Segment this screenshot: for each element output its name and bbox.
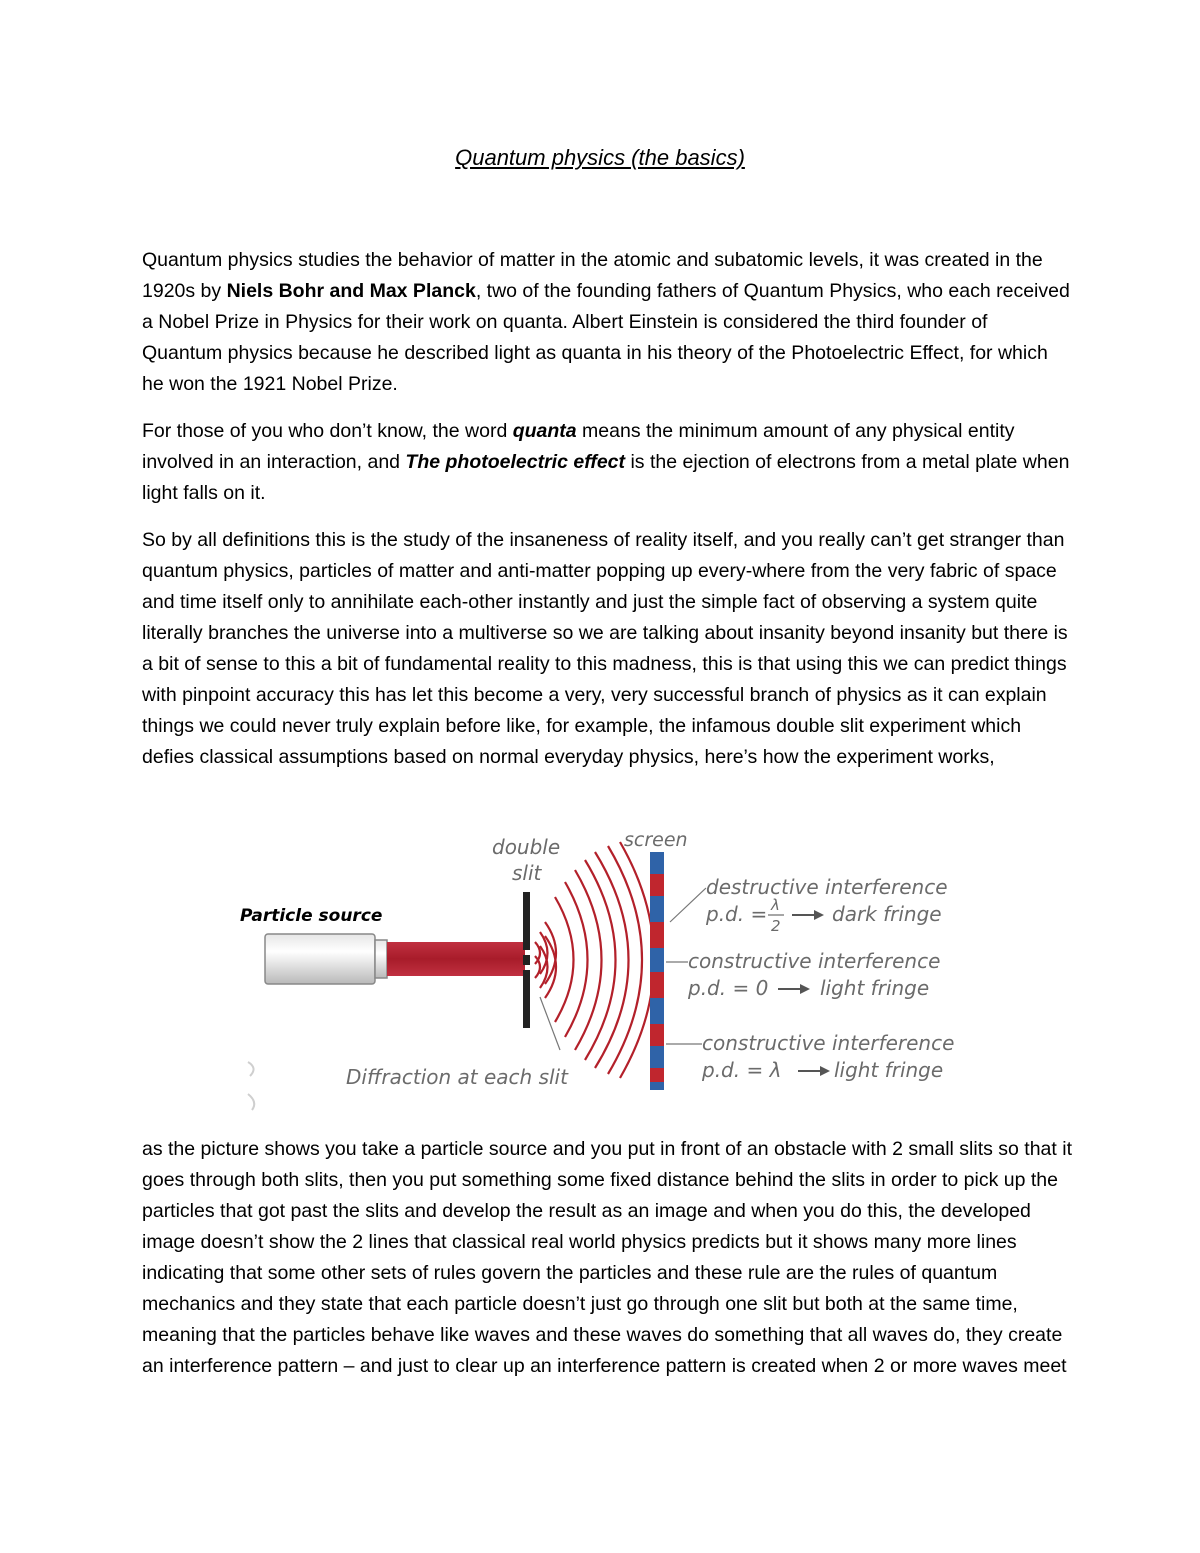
- detector-screen: [650, 852, 664, 1090]
- double-slit-barrier: [523, 892, 530, 1028]
- paragraph-intro-text-1: Quantum physics studies the behavior of matter in the atomic and subatomic levels, it was created in the 1920s by: [142, 249, 1043, 302]
- decorative-mark: [248, 1062, 254, 1110]
- paragraph-insanity: So by all definitions this is the study of the insaneness of reality itself, and you really can’t get stranger than quantum physics, particles of matter and anti-matter popping up every-where from the very fabric of space and time itself only to annihilate each-other instantly and just the simple fact of observing a system quite literally branches the universe into a multiverse so we are talking about insanity beyond insanity but there is a bit of sense to this a bit of fundamental reality to this madness, this is that using this we can predict things with pinpoint accuracy this has let this become a very, very successful branch of physics as it can explain things we could never truly explain before like, for example, the infamous double slit experiment which defies classical assumptions based on normal everyday physics, here’s how the experiment works,: [142, 529, 1068, 768]
- arrow-icon: [778, 984, 810, 994]
- screen-label: screen: [624, 829, 688, 851]
- constructive-pd-label-1: p.d. = 0: [688, 976, 769, 1000]
- term-photoelectric-effect: The photoelectric effect: [405, 451, 626, 473]
- destructive-pd-denominator: 2: [771, 917, 781, 935]
- double-slit-diagram: [230, 822, 960, 1122]
- paragraph-explanation: as the picture shows you take a particle source and you put in front of an obstacle with 2 small slits so that it goes through both slits, then you put something some fixed distance behind the slits in order to pick up the particles that got past the slits and develop the result as an image and when you do this, the developed image doesn’t show the 2 lines that classical real world physics predicts but it shows many more lines indicating that some other sets of rules govern the particles and these rule are the rules of quantum mechanics and they state that each particle doesn’t just go through one slit but both at the same time, meaning that the particles behave like waves and these waves do something that all waves do, they create an interference pattern – and just to clear up an interference pattern is created when 2 or more waves meet: [142, 1138, 1072, 1377]
- page-title: Quantum physics (the basics): [455, 145, 745, 170]
- constructive-interference-label-2: constructive interference: [702, 1031, 955, 1055]
- definitions-text-3: is the ejection of electrons from a metal plate when light falls on it.: [142, 451, 1070, 504]
- founders-names: Niels Bohr and Max Planck: [226, 280, 476, 302]
- constructive-interference-label-1: constructive interference: [688, 949, 941, 973]
- double-slit-label-1: double: [492, 835, 561, 859]
- constructive-pd-label-2: p.d. = λ: [702, 1058, 782, 1082]
- paragraph-intro-text-2: , two of the founding fathers of Quantum Physics, who each received a Nobel Prize in Physics for their work on quanta. Albert Einstein is considered the third founder of Quantum physics because he described light as quanta in his theory of the Photoelectric Effect, for which he won the 1921 Nobel Prize.: [142, 280, 1070, 395]
- destructive-pd-label: p.d. =: [706, 902, 768, 926]
- arrow-icon: [798, 1066, 830, 1076]
- particle-source-cylinder: [265, 934, 387, 984]
- paragraph-intro: [142, 245, 1072, 400]
- definitions-text-2: means the minimum amount of any physical entity involved in an interaction, and: [142, 420, 1015, 473]
- destructive-interference-label: destructive interference: [706, 875, 948, 899]
- destructive-pd-numerator: λ: [771, 896, 780, 914]
- paragraph-definitions: [142, 416, 1072, 509]
- dark-fringe-label: dark fringe: [832, 902, 942, 926]
- particle-beam: [387, 942, 525, 976]
- arrow-icon: [792, 910, 824, 920]
- light-fringe-label-2: light fringe: [834, 1058, 944, 1082]
- definitions-text-1: For those of you who don’t know, the word: [142, 420, 513, 442]
- term-quanta: quanta: [512, 420, 577, 442]
- double-slit-label-2: slit: [512, 861, 542, 885]
- diffraction-waves: [535, 842, 654, 1078]
- diffraction-label: Diffraction at each slit: [346, 1065, 568, 1089]
- particle-source-label: Particle source: [240, 906, 383, 926]
- light-fringe-label-1: light fringe: [820, 976, 930, 1000]
